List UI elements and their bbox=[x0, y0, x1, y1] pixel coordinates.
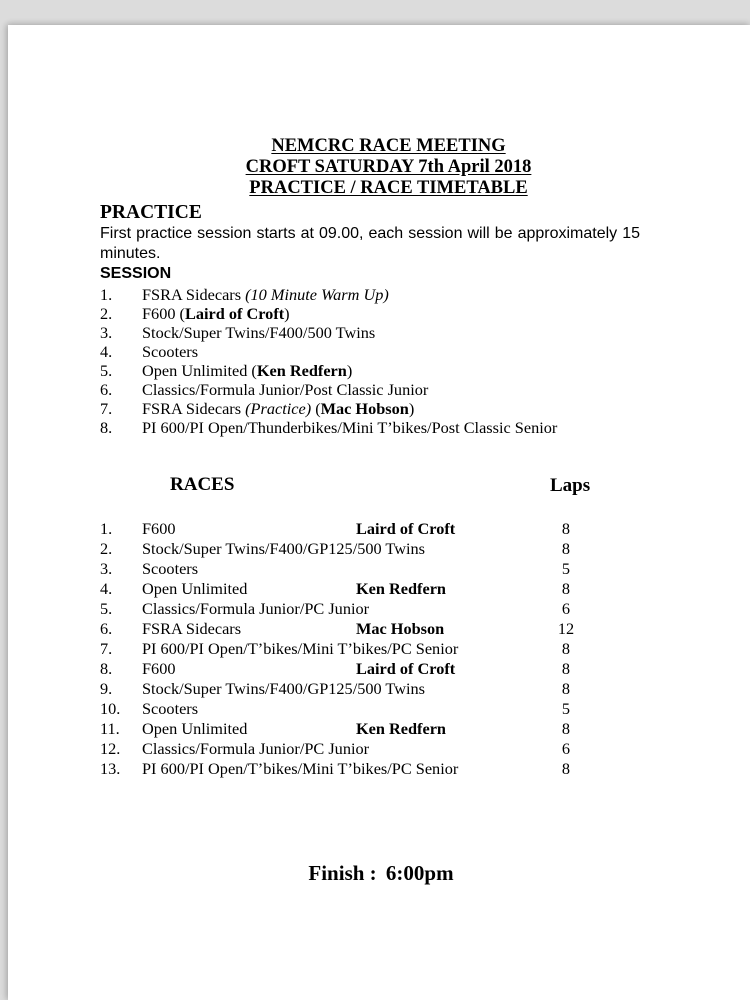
race-class: PI 600/PI Open/T’bikes/Mini T’bikes/PC Senior bbox=[142, 759, 459, 778]
races-heading: RACES bbox=[170, 474, 235, 495]
race-row bbox=[100, 759, 660, 779]
race-sponsor: Laird of Croft bbox=[356, 519, 456, 538]
race-row bbox=[100, 579, 660, 599]
session-text bbox=[142, 399, 414, 418]
race-class: Stock/Super Twins/F400/GP125/500 Twins bbox=[142, 679, 425, 698]
race-number: 9. bbox=[100, 679, 113, 698]
session-class: FSRA Sidecars bbox=[142, 399, 246, 418]
race-number: 8. bbox=[100, 659, 113, 678]
session-note: (Practice) bbox=[245, 399, 312, 418]
race-sponsor: Mac Hobson bbox=[356, 619, 445, 638]
title-line-timetable: PRACTICE / RACE TIMETABLE bbox=[249, 178, 528, 198]
session-number: 7. bbox=[100, 399, 113, 418]
race-laps: 12 bbox=[557, 619, 575, 638]
race-laps: 8 bbox=[561, 759, 571, 778]
race-laps: 8 bbox=[561, 579, 571, 598]
session-class: PI 600/PI Open/Thunderbikes/Mini T’bikes/Post Classic Senior bbox=[142, 418, 558, 437]
session-heading: SESSION bbox=[100, 265, 172, 282]
race-laps: 8 bbox=[561, 659, 571, 678]
race-class: Scooters bbox=[142, 699, 199, 718]
race-class: PI 600/PI Open/T’bikes/Mini T’bikes/PC Senior bbox=[142, 639, 459, 658]
session-close-paren: ) bbox=[408, 399, 415, 418]
session-text bbox=[142, 304, 290, 323]
session-note: (10 Minute Warm Up) bbox=[245, 285, 389, 304]
race-sponsor: Ken Redfern bbox=[356, 579, 446, 598]
race-class: Open Unlimited bbox=[142, 579, 248, 598]
title-line-event: NEMCRC RACE MEETING bbox=[271, 136, 506, 156]
race-class: Classics/Formula Junior/PC Junior bbox=[142, 599, 370, 618]
finish-label: Finish : bbox=[308, 861, 377, 885]
race-row bbox=[100, 599, 660, 619]
race-number: 3. bbox=[100, 559, 113, 578]
document-title bbox=[8, 136, 750, 199]
laps-heading: Laps bbox=[550, 475, 591, 496]
race-row bbox=[100, 659, 660, 679]
session-class: FSRA Sidecars bbox=[142, 285, 246, 304]
session-class: Open Unlimited ( bbox=[142, 361, 257, 380]
session-close-paren: ) bbox=[346, 361, 353, 380]
session-number: 1. bbox=[100, 285, 113, 304]
race-class: Classics/Formula Junior/PC Junior bbox=[142, 739, 370, 758]
race-laps: 6 bbox=[561, 739, 571, 758]
document-page bbox=[8, 25, 750, 1000]
finish-time bbox=[8, 860, 750, 886]
finish-value: 6:00pm bbox=[385, 861, 454, 885]
race-sponsor: Ken Redfern bbox=[356, 719, 446, 738]
session-class: F600 ( bbox=[142, 304, 185, 323]
race-class: Scooters bbox=[142, 559, 199, 578]
race-laps: 8 bbox=[561, 679, 571, 698]
race-row bbox=[100, 679, 660, 699]
race-row bbox=[100, 739, 660, 759]
race-row bbox=[100, 619, 660, 639]
session-number: 2. bbox=[100, 304, 113, 323]
race-number: 7. bbox=[100, 639, 113, 658]
session-class: Stock/Super Twins/F400/500 Twins bbox=[142, 323, 376, 342]
race-class: F600 bbox=[142, 659, 176, 678]
race-number: 11. bbox=[100, 719, 120, 738]
session-open-paren: ( bbox=[311, 399, 321, 418]
session-sponsor: Mac Hobson bbox=[320, 399, 409, 418]
session-class: Classics/Formula Junior/Post Classic Junior bbox=[142, 380, 429, 399]
race-row bbox=[100, 519, 660, 539]
race-laps: 5 bbox=[561, 559, 571, 578]
session-close-paren: ) bbox=[284, 304, 290, 323]
race-number: 10. bbox=[100, 699, 121, 718]
session-text bbox=[142, 285, 389, 304]
race-row bbox=[100, 719, 660, 739]
race-class: FSRA Sidecars bbox=[142, 619, 242, 638]
title-line-venue-date: CROFT SATURDAY 7th April 2018 bbox=[245, 157, 532, 177]
race-laps: 5 bbox=[561, 699, 571, 718]
race-class: F600 bbox=[142, 519, 176, 538]
race-row bbox=[100, 539, 660, 559]
session-number: 3. bbox=[100, 323, 113, 342]
session-number: 5. bbox=[100, 361, 113, 380]
race-sponsor: Laird of Croft bbox=[356, 659, 456, 678]
race-laps: 8 bbox=[561, 719, 571, 738]
race-number: 13. bbox=[100, 759, 121, 778]
race-laps: 8 bbox=[561, 519, 571, 538]
race-number: 2. bbox=[100, 539, 113, 558]
race-number: 6. bbox=[100, 619, 113, 638]
session-sponsor: Ken Redfern bbox=[256, 361, 347, 380]
session-sponsor: Laird of Croft bbox=[184, 304, 285, 323]
race-class: Open Unlimited bbox=[142, 719, 248, 738]
practice-heading: PRACTICE bbox=[100, 202, 202, 223]
race-list bbox=[100, 519, 660, 779]
race-number: 5. bbox=[100, 599, 113, 618]
race-number: 4. bbox=[100, 579, 113, 598]
race-class: Stock/Super Twins/F400/GP125/500 Twins bbox=[142, 539, 425, 558]
session-text bbox=[142, 361, 352, 380]
session-number: 4. bbox=[100, 342, 113, 361]
practice-intro: First practice session starts at 09.00, each session will be approximately 15 minutes. bbox=[100, 225, 640, 262]
race-row bbox=[100, 639, 660, 659]
race-laps: 8 bbox=[561, 639, 571, 658]
session-number: 6. bbox=[100, 380, 113, 399]
race-number: 12. bbox=[100, 739, 121, 758]
session-number: 8. bbox=[100, 418, 113, 437]
race-row bbox=[100, 699, 660, 719]
race-row bbox=[100, 559, 660, 579]
session-class: Scooters bbox=[142, 342, 199, 361]
race-laps: 8 bbox=[561, 539, 571, 558]
race-number: 1. bbox=[100, 519, 113, 538]
race-laps: 6 bbox=[561, 599, 571, 618]
